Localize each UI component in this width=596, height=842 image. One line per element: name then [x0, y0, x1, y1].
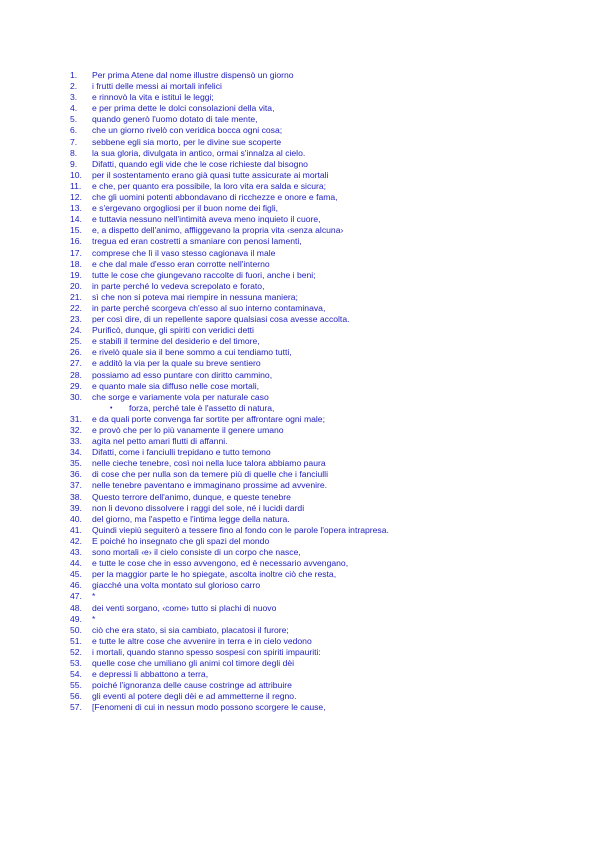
line-text: per il sostentamento erano già quasi tutte assicurate ai mortali: [92, 169, 329, 180]
line-number: 4.: [70, 103, 78, 114]
line-number: 33.: [70, 436, 82, 447]
verse-line: [70, 680, 570, 691]
verse-list: [70, 70, 570, 713]
line-text: gli eventi al potere degli dèi e ad ammetterne il regno.: [92, 691, 297, 702]
line-number: 28.: [70, 369, 82, 380]
line-number: 47.: [70, 591, 82, 602]
verse-line: [70, 525, 570, 536]
line-number: 6.: [70, 125, 78, 136]
line-number: 39.: [70, 502, 82, 513]
line-number: 19.: [70, 269, 82, 280]
verse-line: [70, 658, 570, 669]
verse-line: [70, 536, 570, 547]
verse-line: [70, 203, 570, 214]
line-text: e tutte le cose che in esso avvengono, ed è necessario avvengano,: [92, 558, 349, 569]
verse-line: [70, 458, 570, 469]
verse-line: [70, 225, 570, 236]
verse-line: [70, 347, 570, 358]
line-number: 37.: [70, 480, 82, 491]
verse-line: [70, 469, 570, 480]
line-number: 48.: [70, 602, 82, 613]
line-text: e additò la via per la quale su breve sentiero: [92, 358, 261, 369]
line-text: e che dal male d'esso eran corrotte nell'interno: [92, 258, 270, 269]
line-text: e rinnovò la vita e istituì le leggi;: [92, 92, 214, 103]
verse-line: [70, 691, 570, 702]
line-number: 34.: [70, 447, 82, 458]
verse-line: [70, 392, 570, 403]
line-text: e rivelò quale sia il bene sommo a cui tendiamo tutti,: [92, 347, 292, 358]
verse-line: [70, 547, 570, 558]
verse-line: [70, 303, 570, 314]
line-text: poiché l'ignoranza delle cause costringe ad attribuire: [92, 680, 292, 691]
line-text: e tutte le altre cose che avvenire in terra e in cielo vedono: [92, 635, 312, 646]
line-text: E poiché ho insegnato che gli spazi del mondo: [92, 535, 270, 546]
line-text: Purificò, dunque, gli spiriti con veridici detti: [92, 325, 254, 336]
verse-line: [70, 192, 570, 203]
line-text: quando generò l'uomo dotato di tale mente,: [92, 114, 258, 125]
line-text: i frutti delle messi ai mortali infelici: [92, 81, 222, 92]
line-text: e da quali porte convenga far sortite per affrontare ogni male;: [92, 413, 325, 424]
verse-line: [70, 314, 570, 325]
line-text: i mortali, quando stanno spesso sospesi con spiriti impauriti:: [92, 646, 321, 657]
line-number: 50.: [70, 624, 82, 635]
line-number: 44.: [70, 558, 82, 569]
line-text: giacché una volta montato sul glorioso carro: [92, 580, 261, 591]
verse-line: [70, 492, 570, 503]
line-text: Difatti, quando egli vide che le cose richieste dal bisogno: [92, 158, 308, 169]
verse-line: [70, 503, 570, 514]
verse-line: [70, 614, 570, 625]
verse-line: [70, 425, 570, 436]
line-number: 2.: [70, 81, 78, 92]
line-text: non li devono dissolvere i raggi del sole, né i lucidi dardi: [92, 502, 305, 513]
verse-line: [70, 669, 570, 680]
verse-line: [70, 125, 570, 136]
line-number: 57.: [70, 702, 82, 713]
line-number: 15.: [70, 225, 82, 236]
verse-line: [70, 281, 570, 292]
line-number: 23.: [70, 314, 82, 325]
line-text: agita nel petto amari flutti di affanni.: [92, 436, 228, 447]
line-number: 11.: [70, 180, 82, 191]
verse-line: [70, 270, 570, 281]
line-number: 25.: [70, 336, 82, 347]
line-text: possiamo ad esso puntare con diritto cammino,: [92, 369, 273, 380]
line-text: comprese che lì il vaso stesso cagionava il male: [92, 247, 276, 258]
verse-line: [70, 647, 570, 658]
verse-line: [70, 370, 570, 381]
line-text: [Fenomeni di cui in nessun modo possono scorgere le cause,: [92, 702, 326, 713]
line-text: Quindi viepiù seguiterò a tessere fino al fondo con le parole l'opera intrapresa.: [92, 524, 389, 535]
line-text: tregua ed eran costretti a smaniare con penosi lamenti,: [92, 236, 302, 247]
line-number: 43.: [70, 547, 82, 558]
verse-line: [70, 114, 570, 125]
verse-line: [70, 414, 570, 425]
line-text: che gli uomini potenti abbondavano di ricchezze e onore e fama,: [92, 192, 338, 203]
line-text: Per prima Atene dal nome illustre dispensò un giorno: [92, 70, 294, 80]
line-text: e tuttavia nessuno nell'intimità aveva meno inquieto il cuore,: [92, 214, 321, 225]
verse-line: [70, 625, 570, 636]
line-text: e stabilì il termine del desiderio e del timore,: [92, 336, 260, 347]
line-number: 1.: [70, 70, 78, 80]
line-number: 27.: [70, 358, 82, 369]
line-number: 12.: [70, 192, 82, 203]
bullet-line: [70, 403, 570, 414]
verse-line: [70, 702, 570, 713]
line-number: 42.: [70, 535, 82, 546]
line-text: dei venti sorgano, ‹come› tutto si plachi di nuovo: [92, 602, 277, 613]
line-text: quelle cose che umiliano gli animi col timore degli dèi: [92, 657, 295, 668]
line-number: 54.: [70, 669, 82, 680]
verse-line: [70, 480, 570, 491]
line-number: 38.: [70, 491, 82, 502]
verse-line: [70, 292, 570, 303]
verse-line: [70, 381, 570, 392]
verse-line: [70, 259, 570, 270]
line-number: 16.: [70, 236, 82, 247]
line-number: 51.: [70, 635, 82, 646]
verse-line: [70, 81, 570, 92]
verse-line: [70, 248, 570, 259]
line-text: e, a dispetto dell'animo, affliggevano la propria vita ‹senza alcuna›: [92, 225, 344, 236]
line-number: 56.: [70, 691, 82, 702]
line-number: 18.: [70, 258, 82, 269]
verse-line: [70, 436, 570, 447]
verse-line: [70, 569, 570, 580]
line-text: tutte le cose che giungevano raccolte di fuori, anche i beni;: [92, 269, 316, 280]
line-text: sì che non si poteva mai riempire in nessuna maniera;: [92, 291, 298, 302]
line-number: 49.: [70, 613, 82, 624]
line-text: in parte perché lo vedeva screpolato e forato,: [92, 280, 265, 291]
line-text: *: [92, 591, 96, 602]
verse-line: [70, 214, 570, 225]
verse-line: [70, 636, 570, 647]
line-number: 35.: [70, 458, 82, 469]
line-number: 36.: [70, 469, 82, 480]
verse-line: [70, 514, 570, 525]
verse-line: [70, 580, 570, 591]
verse-line: [70, 325, 570, 336]
line-text: del giorno, ma l'aspetto e l'intima legge della natura.: [92, 513, 290, 524]
line-number: 13.: [70, 203, 82, 214]
line-number: 20.: [70, 280, 82, 291]
line-text: in parte perché scorgeva ch'esso al suo interno contaminava,: [92, 302, 326, 313]
line-number: 10.: [70, 169, 82, 180]
verse-line: [70, 558, 570, 569]
line-text: e per prima dette le dolci consolazioni della vita,: [92, 103, 275, 114]
line-number: 9.: [70, 158, 78, 169]
line-number: 30.: [70, 391, 82, 402]
verse-line: [70, 92, 570, 103]
line-number: 41.: [70, 524, 82, 535]
line-number: 45.: [70, 569, 82, 580]
line-text: nelle tenebre paventano e immaginano prossime ad avvenire.: [92, 480, 328, 491]
verse-line: [70, 603, 570, 614]
line-number: 14.: [70, 214, 82, 225]
line-number: 26.: [70, 347, 82, 358]
line-text: che un giorno rivelò con veridica bocca ogni cosa;: [92, 125, 283, 136]
bullet-icon: •: [110, 404, 113, 412]
line-number: 29.: [70, 380, 82, 391]
line-text: la sua gloria, divulgata in antico, ormai s'innalza al cielo.: [92, 147, 306, 158]
verse-line: [70, 236, 570, 247]
line-text: *: [92, 613, 96, 624]
line-text: e depressi li abbattono a terra,: [92, 669, 209, 680]
line-text: sono mortali ‹e› il cielo consiste di un corpo che nasce,: [92, 547, 301, 558]
verse-line: [70, 148, 570, 159]
line-text: Questo terrore dell'animo, dunque, e queste tenebre: [92, 491, 291, 502]
line-number: 5.: [70, 114, 78, 125]
line-text: di cose che per nulla son da temere più di quelle che i fanciulli: [92, 469, 328, 480]
line-number: 53.: [70, 657, 82, 668]
line-number: 32.: [70, 425, 82, 435]
verse-line: [70, 70, 570, 81]
line-number: 24.: [70, 325, 82, 336]
verse-line: [70, 591, 570, 602]
line-number: 52.: [70, 646, 82, 657]
line-number: 55.: [70, 680, 82, 691]
verse-line: [70, 170, 570, 181]
line-number: 31.: [70, 413, 82, 424]
line-text: nelle cieche tenebre, così noi nella luce talora abbiamo paura: [92, 458, 326, 469]
line-number: 46.: [70, 580, 82, 591]
line-text: ciò che era stato, si sia cambiato, placatosi il furore;: [92, 624, 289, 635]
line-text: e quanto male sia diffuso nelle cose mortali,: [92, 380, 260, 391]
line-number: 21.: [70, 291, 82, 302]
verse-line: [70, 181, 570, 192]
line-text: per la maggior parte le ho spiegate, ascolta inoltre ciò che resta,: [92, 569, 337, 580]
verse-line: [70, 159, 570, 170]
line-number: 40.: [70, 513, 82, 524]
line-text: e che, per quanto era possibile, la loro vita era salda e sicura;: [92, 180, 327, 191]
line-number: 8.: [70, 147, 78, 158]
line-text: e provò che per lo più vanamente il genere umano: [92, 425, 284, 435]
line-text: sebbene egli sia morto, per le divine sue scoperte: [92, 136, 282, 147]
line-number: 17.: [70, 247, 82, 258]
verse-line: [70, 358, 570, 369]
line-text: e s'ergevano orgogliosi per il buon nome dei figli,: [92, 203, 279, 214]
line-number: 7.: [70, 136, 78, 147]
verse-line: [70, 137, 570, 148]
line-text: Difatti, come i fanciulli trepidano e tutto temono: [92, 447, 271, 458]
line-number: 3.: [70, 92, 78, 103]
line-number: 22.: [70, 302, 82, 313]
verse-line: [70, 103, 570, 114]
verse-line: [70, 447, 570, 458]
verse-line: [70, 336, 570, 347]
bullet-text: forza, perché tale è l'assetto di natura,: [129, 402, 275, 413]
line-text: per così dire, di un repellente sapore qualsiasi cosa avesse accolta.: [92, 314, 350, 325]
line-text: che sorge e variamente vola per naturale caso: [92, 391, 269, 402]
